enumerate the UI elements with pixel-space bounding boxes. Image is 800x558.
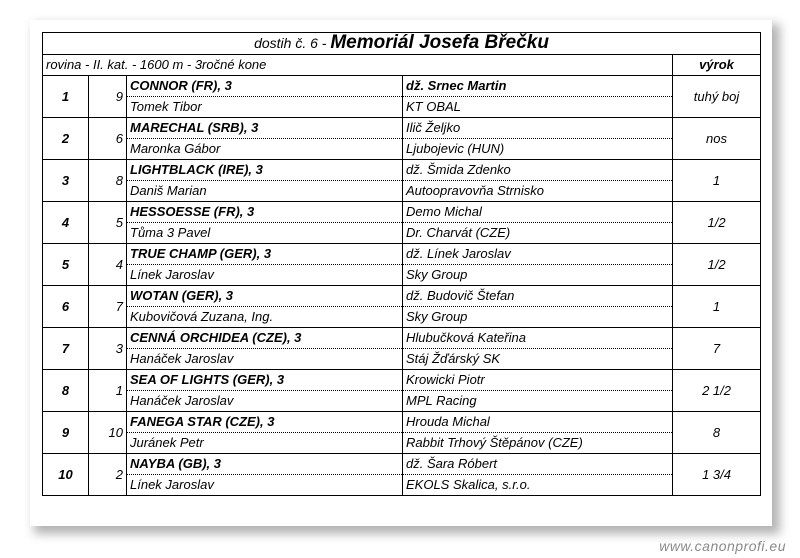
results-table: [42, 32, 761, 496]
owner-name: MPL Racing: [403, 391, 673, 412]
owner-name: Ljubojevic (HUN): [403, 139, 673, 160]
start-number: 2: [89, 454, 127, 496]
horse-name: CENNÁ ORCHIDEA (CZE), 3: [127, 328, 403, 349]
horse-name: FANEGA STAR (CZE), 3: [127, 412, 403, 433]
jockey-name: Ilič Željko: [403, 118, 673, 139]
result-subrow: [43, 391, 761, 412]
jockey-name: Demo Michal: [403, 202, 673, 223]
owner-name: Stáj Žďárský SK: [403, 349, 673, 370]
jockey-name: Hrouda Michal: [403, 412, 673, 433]
start-number: 7: [89, 286, 127, 328]
result-subrow: [43, 139, 761, 160]
owner-name: KT OBAL: [403, 97, 673, 118]
margin-value: 1: [673, 286, 761, 328]
result-row: [43, 328, 761, 349]
result-subrow: [43, 475, 761, 496]
trainer-name: Kubovičová Zuzana, Ing.: [127, 307, 403, 328]
horse-name: WOTAN (GER), 3: [127, 286, 403, 307]
finish-position: 2: [43, 118, 89, 160]
race-info-row: [43, 55, 761, 76]
trainer-name: Hanáček Jaroslav: [127, 349, 403, 370]
horse-name: TRUE CHAMP (GER), 3: [127, 244, 403, 265]
start-number: 8: [89, 160, 127, 202]
race-conditions: rovina - II. kat. - 1600 m - 3ročné kone: [43, 55, 673, 76]
start-number: 6: [89, 118, 127, 160]
result-subrow: [43, 265, 761, 286]
result-subrow: [43, 223, 761, 244]
race-title-row: [43, 33, 761, 55]
finish-position: 3: [43, 160, 89, 202]
start-number: 3: [89, 328, 127, 370]
horse-name: HESSOESSE (FR), 3: [127, 202, 403, 223]
result-row: [43, 160, 761, 181]
finish-position: 5: [43, 244, 89, 286]
result-subrow: [43, 307, 761, 328]
result-subrow: [43, 349, 761, 370]
jockey-name: Krowicki Piotr: [403, 370, 673, 391]
finish-position: 8: [43, 370, 89, 412]
result-subrow: [43, 181, 761, 202]
jockey-name: dž. Línek Jaroslav: [403, 244, 673, 265]
horse-name: MARECHAL (SRB), 3: [127, 118, 403, 139]
margin-value: tuhý boj: [673, 76, 761, 118]
race-prefix: dostih č. 6 -: [254, 35, 331, 51]
horse-name: NAYBA (GB), 3: [127, 454, 403, 475]
start-number: 1: [89, 370, 127, 412]
owner-name: Autoopravovňa Strnisko: [403, 181, 673, 202]
result-row: [43, 454, 761, 475]
margin-value: 2 1/2: [673, 370, 761, 412]
margin-value: 1: [673, 160, 761, 202]
margin-header: výrok: [673, 55, 761, 76]
results-sheet: [30, 20, 772, 526]
finish-position: 6: [43, 286, 89, 328]
horse-name: LIGHTBLACK (IRE), 3: [127, 160, 403, 181]
margin-value: 8: [673, 412, 761, 454]
margin-value: 1/2: [673, 244, 761, 286]
start-number: 10: [89, 412, 127, 454]
margin-value: 1/2: [673, 202, 761, 244]
trainer-name: Tůma 3 Pavel: [127, 223, 403, 244]
owner-name: Sky Group: [403, 307, 673, 328]
trainer-name: Juránek Petr: [127, 433, 403, 454]
finish-position: 9: [43, 412, 89, 454]
result-row: [43, 202, 761, 223]
result-row: [43, 370, 761, 391]
owner-name: Dr. Charvát (CZE): [403, 223, 673, 244]
owner-name: Sky Group: [403, 265, 673, 286]
result-subrow: [43, 97, 761, 118]
finish-position: 7: [43, 328, 89, 370]
result-row: [43, 244, 761, 265]
trainer-name: Línek Jaroslav: [127, 265, 403, 286]
watermark: www.canonprofi.eu: [659, 538, 786, 554]
margin-value: nos: [673, 118, 761, 160]
jockey-name: dž. Šara Róbert: [403, 454, 673, 475]
owner-name: Rabbit Trhový Štěpánov (CZE): [403, 433, 673, 454]
result-row: [43, 286, 761, 307]
jockey-name: dž. Srnec Martin: [403, 76, 673, 97]
result-row: [43, 118, 761, 139]
horse-name: SEA OF LIGHTS (GER), 3: [127, 370, 403, 391]
start-number: 4: [89, 244, 127, 286]
start-number: 9: [89, 76, 127, 118]
trainer-name: Hanáček Jaroslav: [127, 391, 403, 412]
jockey-name: Hlubučková Kateřina: [403, 328, 673, 349]
finish-position: 10: [43, 454, 89, 496]
trainer-name: Maronka Gábor: [127, 139, 403, 160]
margin-value: 7: [673, 328, 761, 370]
owner-name: EKOLS Skalica, s.r.o.: [403, 475, 673, 496]
race-title: [43, 33, 761, 55]
margin-value: 1 3/4: [673, 454, 761, 496]
jockey-name: dž. Šmida Zdenko: [403, 160, 673, 181]
trainer-name: Daniš Marian: [127, 181, 403, 202]
finish-position: 4: [43, 202, 89, 244]
finish-position: 1: [43, 76, 89, 118]
trainer-name: Tomek Tibor: [127, 97, 403, 118]
start-number: 5: [89, 202, 127, 244]
result-row: [43, 76, 761, 97]
jockey-name: dž. Budovič Štefan: [403, 286, 673, 307]
race-name: Memoriál Josefa Břečku: [330, 32, 549, 53]
horse-name: CONNOR (FR), 3: [127, 76, 403, 97]
result-row: [43, 412, 761, 433]
trainer-name: Línek Jaroslav: [127, 475, 403, 496]
result-subrow: [43, 433, 761, 454]
